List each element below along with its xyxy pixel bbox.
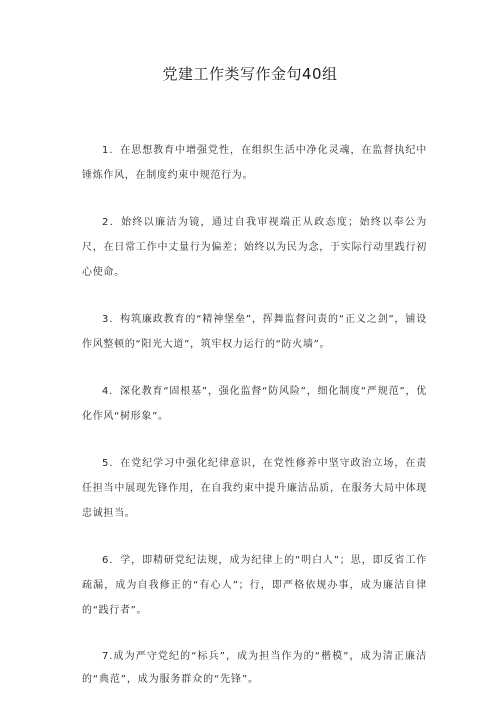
paragraph-5: 5．在党纪学习中强化纪律意识，在党性修养中坚守政治立场，在责任担当中展现先锋作用，在自我约束中提升廉洁品质，在服务大局中体现忠诚担当。 bbox=[82, 458, 427, 519]
paragraph-1: 1．在思想教育中增强党性，在组织生活中净化灵魂，在监督执纪中锤炼作风，在制度约束中规范行为。 bbox=[82, 145, 427, 181]
paragraph-2: 2．始终以廉洁为镜，通过自我审视端正从政态度；始终以奉公为尺，在日常工作中丈量行为偏差；始终以为民为念，于实际行动里践行初心使命。 bbox=[82, 217, 427, 278]
paragraph-3: 3．构筑廉政教育的“精神堡垒”，挥舞监督问责的“正义之剑”，铺设作风整顿的“阳光大道”，筑牢权力运行的“防火墙”。 bbox=[82, 314, 427, 350]
document-body bbox=[82, 138, 427, 713]
paragraph-4: 4．深化教育“固根基”，强化监督“防风险”，细化制度“严规范”，优化作风“树形象”。 bbox=[82, 386, 427, 422]
paragraph-7: 7.成为严守党纪的“标兵”，成为担当作为的“楷模”，成为清正廉洁的“典范”，成为服务群众的“先锋”。 bbox=[82, 651, 427, 685]
paragraph-6: 6．学，即精研党纪法规，成为纪律上的“明白人”；思，即反省工作疏漏，成为自我修正的“有心人”；行，即严格依规办事，成为廉洁自律的“践行者”。 bbox=[82, 555, 427, 616]
document-title: 党建工作类写作金句40组 bbox=[162, 65, 338, 83]
